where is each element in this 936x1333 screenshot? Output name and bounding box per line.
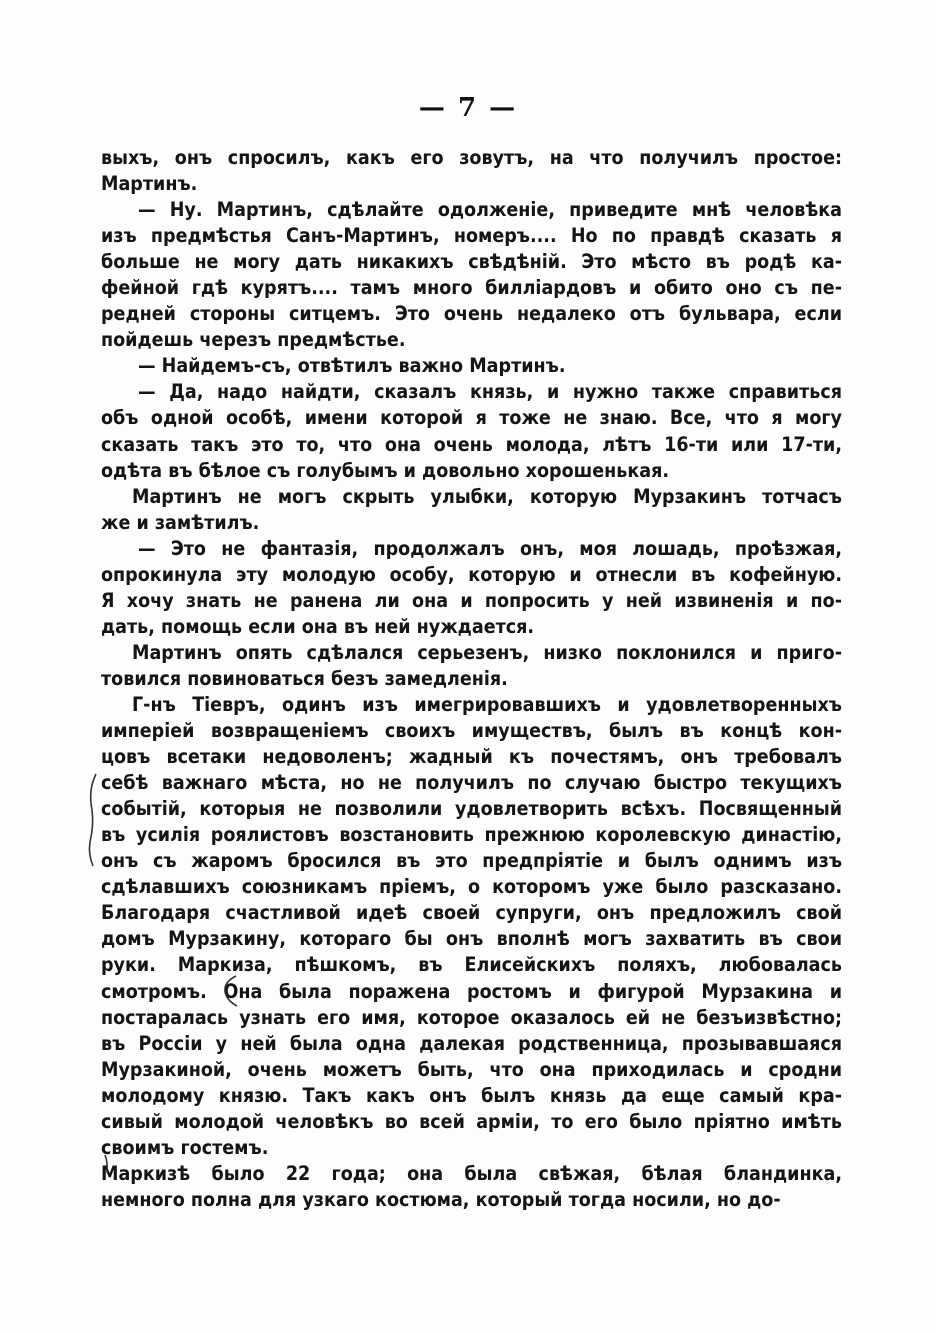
- text-line: Мартинъ.: [101, 172, 198, 196]
- text-line: пойдешь черезъ предмѣстье.: [101, 328, 406, 352]
- text-line: Мурзакиной, очень можетъ быть, что она приходилась и сродни: [101, 1057, 842, 1081]
- text-line: — Ну. Мартинъ, сдѣлайте одолженіе, приведите мнѣ человѣка: [138, 198, 842, 222]
- text-line: дать, помощь если она въ ней нуждается.: [101, 614, 535, 638]
- text-line: молодому князю. Такъ какъ онъ былъ князь да еще самый кра-: [101, 1083, 842, 1107]
- text-line: объ одной особѣ, имени которой я тоже не знаю. Все, что я могу: [101, 406, 842, 430]
- text-line: одѣта въ бѣлое съ голубымъ и довольно хорошенькая.: [101, 458, 670, 482]
- text-line: фейной гдѣ курятъ.... тамъ много билліардовъ и обито оно съ пе-: [101, 276, 842, 300]
- pencil-margin-mark: [84, 770, 102, 870]
- page-number: — 7 —: [418, 93, 518, 123]
- text-line: — Это не фантазія, продолжалъ онъ, моя лошадь, проѣзжая,: [138, 536, 842, 560]
- text-line: себѣ важнаго мѣста, но не получилъ по случаю быстро текущихъ: [101, 771, 842, 795]
- pencil-bracket-mark: [220, 974, 240, 1008]
- text-line: домъ Мурзакину, котораго бы онъ вполнѣ могъ захватить въ свои: [101, 927, 842, 951]
- text-line: немного полна для узкаго костюма, который тогда носили, но до-: [101, 1187, 781, 1211]
- text-line: — Найдемъ-съ, отвѣтилъ важно Мартинъ.: [138, 354, 566, 378]
- text-line: цовъ всетаки недоволенъ; жадный къ почестямъ, онъ требовалъ: [101, 745, 842, 769]
- text-line: постаралась узнать его имя, которое оказалось ей не безъизвѣстно;: [101, 1005, 842, 1029]
- text-line: событій, которыя не позволили удовлетворить всѣхъ. Посвященный: [101, 797, 842, 821]
- text-line: сивый молодой человѣкъ во всей арміи, то его было пріятно имѣть: [101, 1109, 842, 1133]
- text-line: Мартинъ не могъ скрыть улыбки, которую Мурзакинъ тотчасъ: [132, 484, 842, 508]
- text-line: — Да, надо найдти, сказалъ князь, и нужно также справиться: [138, 380, 842, 404]
- text-line: Я хочу знать не ранена ли она и попросить у ней извиненія и по-: [101, 588, 842, 612]
- text-line: своимъ гостемъ.: [101, 1135, 269, 1159]
- text-line: товился повиноваться безъ замедленія.: [101, 666, 508, 690]
- body-text: [101, 145, 842, 1213]
- text-line: редней стороны ситцемъ. Это очень недалеко отъ бульвара, если: [101, 302, 842, 326]
- text-line: выхъ, онъ спросилъ, какъ его зовутъ, на что получилъ простое:: [101, 146, 842, 169]
- text-line: онъ съ жаромъ бросился въ это предпріятіе и былъ однимъ изъ: [101, 849, 842, 873]
- text-line: имперіей возвращеніемъ своихъ имуществъ, былъ въ концѣ кон-: [101, 719, 842, 743]
- text-line: руки. Маркиза, пѣшкомъ, въ Елисейскихъ поляхъ, любовалась: [101, 953, 842, 977]
- text-line: сдѣлавшихъ союзникамъ пріемъ, о которомъ уже было разсказано.: [101, 875, 842, 899]
- text-line: опрокинула эту молодую особу, которую и отнесли въ кофейную.: [101, 562, 842, 586]
- text-line: Маркизѣ было 22 года; она была свѣжая, бѣлая бландинка,: [101, 1161, 842, 1185]
- text-line: Мартинъ опять сдѣлался серьезенъ, низко поклонился и приго-: [132, 640, 842, 664]
- text-line: Г-нъ Тіевръ, одинъ изъ имегрировавшихъ и удовлетворенныхъ: [132, 692, 842, 716]
- text-line: больше не могу дать никакихъ свѣдѣній. Это мѣсто въ родѣ ка-: [101, 250, 842, 274]
- text-line: Благодаря счастливой идеѣ своей супруги, онъ предложилъ свой: [101, 901, 842, 925]
- text-line: въ Россіи у ней была одна далекая родственница, прозывавшаяся: [101, 1031, 842, 1055]
- text-line: изъ предмѣстья Санъ-Мартинъ, номеръ.... Но по правдѣ сказать я: [101, 224, 842, 248]
- text-line: въ усилія роялистовъ возстановить прежнюю королевскую династію,: [101, 823, 842, 847]
- text-line: смотромъ. Она была поражена ростомъ и фигурой Мурзакина и: [101, 979, 842, 1003]
- pencil-tick-mark: [103, 1153, 117, 1175]
- text-line: сказать такъ это то, что она очень молода, лѣтъ 16-ти или 17-ти,: [101, 432, 842, 456]
- text-line: же и замѣтилъ.: [101, 510, 260, 534]
